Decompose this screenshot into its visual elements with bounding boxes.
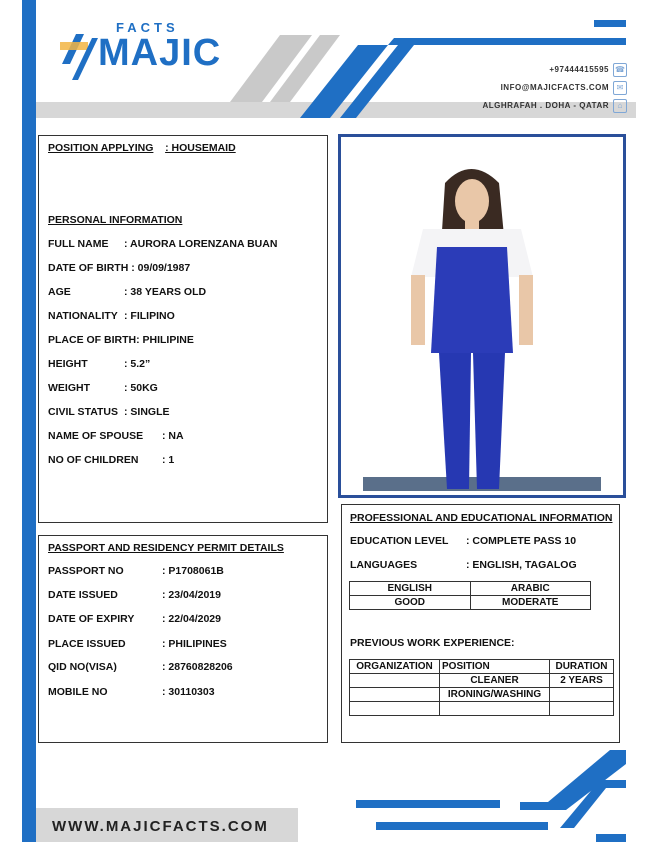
contact-phone: +97444415595 xyxy=(549,65,609,74)
exp-header-duration: DURATION xyxy=(550,660,614,674)
applicant-figure xyxy=(341,137,623,495)
lang-header-arabic: ARABIC xyxy=(470,582,591,596)
language-table xyxy=(349,581,591,610)
spouse-row: NAME OF SPOUSE : NA xyxy=(48,430,184,442)
education-row: EDUCATION LEVEL : COMPLETE PASS 10 xyxy=(350,535,577,547)
age-row: AGE : 38 YEARS OLD xyxy=(48,286,207,298)
weight-row: WEIGHT : 50KG xyxy=(48,382,158,394)
lang-value-english: GOOD xyxy=(350,596,471,610)
logo-mark xyxy=(58,24,98,84)
contact-email: INFO@MAJICFACTS.COM xyxy=(500,83,609,92)
mobile-row: MOBILE NO : 30110303 xyxy=(48,686,215,698)
logo-facts-text: FACTS xyxy=(116,20,179,35)
email-icon: ✉ xyxy=(613,81,627,95)
passport-no-row: PASSPORT NO : P1708061B xyxy=(48,565,224,577)
personal-info-title: PERSONAL INFORMATION xyxy=(48,214,183,226)
place-of-birth-row: PLACE OF BIRTH: PHILIPINE xyxy=(48,334,194,346)
height-row: HEIGHT : 5.2” xyxy=(48,358,151,370)
dob-row: DATE OF BIRTH : 09/09/1987 xyxy=(48,262,191,274)
personal-info-box xyxy=(38,135,328,523)
qid-row: QID NO(VISA) : 28760828206 xyxy=(48,661,233,673)
company-logo xyxy=(58,20,222,90)
experience-table xyxy=(349,659,614,716)
languages-row: LANGUAGES : ENGLISH, TAGALOG xyxy=(350,559,577,571)
date-expiry-row: DATE OF EXPIRY : 22/04/2029 xyxy=(48,613,221,625)
experience-title: PREVIOUS WORK EXPERIENCE: xyxy=(350,637,515,649)
table-row: IRONING/WASHING xyxy=(350,688,614,702)
phone-icon: ☎ xyxy=(613,63,627,77)
table-row: CLEANER 2 YEARS xyxy=(350,674,614,688)
passport-box xyxy=(38,535,328,743)
footer-website[interactable]: WWW.MAJICFACTS.COM xyxy=(52,818,269,835)
exp-header-organization: ORGANIZATION xyxy=(350,660,440,674)
professional-title: PROFESSIONAL AND EDUCATIONAL INFORMATION xyxy=(350,512,613,524)
children-row: NO OF CHILDREN : 1 xyxy=(48,454,175,466)
full-name-row: FULL NAME : AURORA LORENZANA BUAN xyxy=(48,238,278,250)
lang-value-arabic: MODERATE xyxy=(470,596,591,610)
language-value-row xyxy=(350,596,591,610)
table-row xyxy=(350,702,614,716)
language-header-row xyxy=(350,582,591,596)
applicant-photo xyxy=(338,134,626,498)
home-icon: ⌂ xyxy=(613,99,627,113)
lang-header-english: ENGLISH xyxy=(350,582,471,596)
nationality-row: NATIONALITY : FILIPINO xyxy=(48,310,175,322)
professional-box xyxy=(341,504,620,743)
position-label: POSITION APPLYING xyxy=(48,142,154,154)
logo-majic-text: MAJIC xyxy=(98,32,222,74)
date-issued-row: DATE ISSUED : 23/04/2019 xyxy=(48,589,221,601)
position-row xyxy=(48,142,236,154)
experience-header-row xyxy=(350,660,614,674)
place-issued-row: PLACE ISSUED : PHILIPINES xyxy=(48,638,227,650)
passport-title: PASSPORT AND RESIDENCY PERMIT DETAILS xyxy=(48,542,284,554)
contact-address: ALGHRAFAH . DOHA - QATAR xyxy=(482,101,609,110)
position-value: : HOUSEMAID xyxy=(165,142,236,154)
exp-header-position: POSITION xyxy=(440,660,550,674)
civil-status-row: CIVIL STATUS : SINGLE xyxy=(48,406,170,418)
